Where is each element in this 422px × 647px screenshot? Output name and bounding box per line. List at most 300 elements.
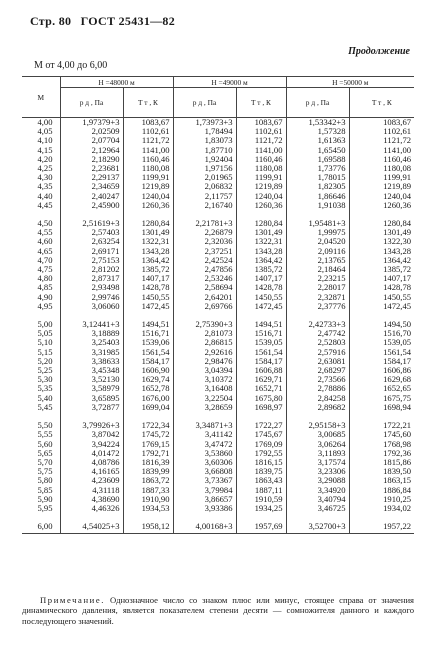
mach-cell: 5,70: [37, 457, 53, 467]
value-cell: 1606,90: [123, 366, 173, 375]
table-row: [22, 311, 414, 329]
value-cell: 1180,08: [349, 164, 414, 173]
value-cell: 1629,68: [349, 375, 414, 384]
value-cell: 1,97156: [173, 164, 236, 173]
value-cell: 2,37251: [173, 247, 236, 256]
value-cell: 1301,49: [349, 228, 414, 237]
value-cell: 3,00685: [286, 430, 349, 439]
mach-cell: 5,75: [37, 467, 53, 477]
value-cell: 1280,84: [349, 210, 414, 228]
mach-cell: 5,35: [37, 384, 53, 394]
value-cell: 2,57916: [286, 348, 349, 357]
value-cell: 4,00168+3: [173, 513, 236, 534]
value-cell: 1816,39: [123, 458, 173, 467]
value-cell: 1260,36: [123, 201, 173, 210]
value-cell: 2,98476: [173, 357, 236, 366]
value-cell: 1,91038: [286, 201, 349, 210]
value-cell: 2,11757: [173, 192, 236, 201]
value-cell: 1102,61: [236, 127, 286, 136]
value-cell: 3,25403: [60, 338, 123, 347]
value-cell: 3,34920: [286, 486, 349, 495]
value-cell: 2,52803: [286, 338, 349, 347]
value-cell: 3,87042: [60, 430, 123, 439]
value-cell: 4,38690: [60, 495, 123, 504]
value-cell: 1199,91: [123, 173, 173, 182]
value-cell: 3,29088: [286, 476, 349, 485]
value-cell: 2,21781+3: [173, 210, 236, 228]
note-title: Примечание.: [40, 595, 106, 605]
value-cell: 1,82305: [286, 182, 349, 191]
value-cell: 1958,12: [123, 513, 173, 534]
value-cell: 1219,89: [349, 182, 414, 191]
table-row: [22, 201, 414, 210]
value-cell: 1839,50: [349, 467, 414, 476]
value-cell: 1301,49: [236, 228, 286, 237]
value-cell: 2,18464: [286, 265, 349, 274]
value-cell: 1121,72: [123, 136, 173, 145]
table-row: [22, 486, 414, 495]
value-cell: 2,42524: [173, 256, 236, 265]
value-cell: 2,89682: [286, 403, 349, 412]
value-cell: 1584,17: [123, 357, 173, 366]
value-cell: 1121,72: [236, 136, 286, 145]
value-cell: 2,64201: [173, 293, 236, 302]
height-header-3: Н =50000 м: [286, 77, 414, 88]
value-cell: 1,97379+3: [60, 118, 123, 128]
table-row: [22, 449, 414, 458]
mach-cell: 4,10: [37, 136, 53, 146]
table-row: [22, 430, 414, 439]
value-cell: 3,73367: [173, 476, 236, 485]
value-cell: 1364,42: [236, 256, 286, 265]
value-cell: 1815,86: [349, 458, 414, 467]
value-cell: 2,28017: [286, 283, 349, 292]
table-row: [22, 192, 414, 201]
value-cell: 3,65895: [60, 394, 123, 403]
page-header: [30, 14, 175, 29]
value-cell: 1910,90: [123, 495, 173, 504]
mach-cell: 5,30: [37, 375, 53, 385]
table-row: [22, 366, 414, 375]
mach-cell: 4,15: [37, 145, 53, 155]
value-cell: 2,63254: [60, 237, 123, 246]
value-cell: 2,07704: [60, 136, 123, 145]
table-row: [22, 384, 414, 393]
table-row: [22, 504, 414, 513]
mach-cell: 6,00: [22, 513, 60, 534]
table-row: [22, 237, 414, 246]
value-cell: 2,45900: [60, 201, 123, 210]
value-cell: 1260,36: [236, 201, 286, 210]
value-cell: 1910,25: [349, 495, 414, 504]
value-cell: 1083,67: [123, 118, 173, 128]
value-cell: 3,34871+3: [173, 412, 236, 430]
value-cell: 1160,46: [236, 155, 286, 164]
table-row: [22, 329, 414, 338]
value-cell: 1450,55: [123, 293, 173, 302]
value-cell: 1745,60: [349, 430, 414, 439]
value-cell: 1407,17: [123, 274, 173, 283]
mach-cell: 4,65: [37, 246, 53, 256]
value-cell: 1561,54: [236, 348, 286, 357]
mach-cell: 4,55: [37, 228, 53, 238]
value-cell: 1675,75: [349, 394, 414, 403]
value-cell: 2,26879: [173, 228, 236, 237]
mach-cell: 4,80: [37, 274, 53, 284]
value-cell: 2,04520: [286, 237, 349, 246]
value-cell: 1141,00: [349, 146, 414, 155]
value-cell: 1698,94: [349, 403, 414, 412]
footnote: [22, 595, 414, 626]
value-cell: 1,65450: [286, 146, 349, 155]
value-cell: 1863,72: [123, 476, 173, 485]
value-cell: 2,81202: [60, 265, 123, 274]
table-row: [22, 136, 414, 145]
col-header-pressure-2: p д , Па: [173, 88, 236, 118]
value-cell: 1699,04: [123, 403, 173, 412]
value-cell: 3,72877: [60, 403, 123, 412]
value-cell: 2,73566: [286, 375, 349, 384]
value-cell: 2,58694: [173, 283, 236, 292]
table-row: [22, 458, 414, 467]
value-cell: 1561,54: [349, 348, 414, 357]
value-cell: 2,37776: [286, 302, 349, 311]
height-header-2: Н =49000 м: [173, 77, 286, 88]
value-cell: 1,57328: [286, 127, 349, 136]
value-cell: 1472,45: [123, 302, 173, 311]
value-cell: 1385,72: [236, 265, 286, 274]
value-cell: 2,32036: [173, 237, 236, 246]
note-text: Однозначное число со знаком плюс или минус, стоящее справа от значения динамического давления, является показателем степени десяти — сомножителя данного и каждого последующего значений.: [22, 595, 415, 626]
value-cell: 1494,50: [349, 311, 414, 329]
value-cell: 1957,69: [236, 513, 286, 534]
mach-cell: 5,90: [37, 494, 53, 504]
value-cell: 1083,67: [236, 118, 286, 128]
value-cell: 1450,55: [349, 293, 414, 302]
value-cell: 2,57403: [60, 228, 123, 237]
mach-cell: 4,50: [37, 218, 53, 229]
value-cell: 1,86646: [286, 192, 349, 201]
value-cell: 2,01965: [173, 173, 236, 182]
value-cell: 1910,59: [236, 495, 286, 504]
value-cell: 3,60306: [173, 458, 236, 467]
col-header-m: М: [22, 77, 60, 118]
standard-code: ГОСТ 25431—82: [80, 14, 176, 28]
table-row: [22, 394, 414, 403]
value-cell: 3,46725: [286, 504, 349, 513]
value-cell: 1606,88: [236, 366, 286, 375]
value-cell: 1722,21: [349, 412, 414, 430]
value-cell: 1629,74: [123, 375, 173, 384]
mach-cell: 4,70: [37, 255, 53, 265]
value-cell: 3,47472: [173, 440, 236, 449]
value-cell: 1322,31: [236, 237, 286, 246]
mach-cell: 5,95: [37, 503, 53, 513]
page-number: Стр. 80: [30, 14, 72, 28]
mach-cell: 5,55: [37, 430, 53, 440]
value-cell: 1652,78: [123, 384, 173, 393]
value-cell: 1301,49: [123, 228, 173, 237]
value-cell: 1472,45: [236, 302, 286, 311]
value-cell: 2,23681: [60, 164, 123, 173]
value-cell: 3,86657: [173, 495, 236, 504]
mach-cell: 5,60: [37, 439, 53, 449]
value-cell: 1364,42: [349, 256, 414, 265]
value-cell: 2,42733+3: [286, 311, 349, 329]
value-cell: 1606,86: [349, 366, 414, 375]
value-cell: 1102,61: [349, 127, 414, 136]
table-row: [22, 293, 414, 302]
value-cell: 2,32871: [286, 293, 349, 302]
value-cell: 2,09116: [286, 247, 349, 256]
value-cell: 1180,08: [123, 164, 173, 173]
value-cell: 1260,36: [349, 201, 414, 210]
value-cell: 1199,91: [236, 173, 286, 182]
table-row: [22, 118, 414, 128]
mach-cell: 4,95: [37, 301, 53, 311]
value-cell: 3,79926+3: [60, 412, 123, 430]
table-row: [22, 375, 414, 384]
value-cell: 1769,09: [236, 440, 286, 449]
table-row: [22, 495, 414, 504]
value-cell: 1494,51: [123, 311, 173, 329]
value-cell: 1240,04: [349, 192, 414, 201]
value-cell: 2,18290: [60, 155, 123, 164]
value-cell: 1494,51: [236, 311, 286, 329]
value-cell: 1,87710: [173, 146, 236, 155]
value-cell: 3,45348: [60, 366, 123, 375]
value-cell: 4,46326: [60, 504, 123, 513]
value-cell: 1539,05: [349, 338, 414, 347]
value-cell: 1364,42: [123, 256, 173, 265]
value-cell: 3,06264: [286, 440, 349, 449]
value-cell: 1886,84: [349, 486, 414, 495]
mach-cell: 4,90: [37, 292, 53, 302]
value-cell: 1,78015: [286, 173, 349, 182]
value-cell: 3,52130: [60, 375, 123, 384]
value-cell: 1676,00: [123, 394, 173, 403]
value-cell: 1322,30: [349, 237, 414, 246]
mach-cell: 5,40: [37, 393, 53, 403]
mach-cell: 4,20: [37, 154, 53, 164]
value-cell: 1385,72: [349, 265, 414, 274]
value-cell: 1722,27: [236, 412, 286, 430]
col-header-temp-3: T т , К: [349, 88, 414, 118]
mach-cell: 4,40: [37, 191, 53, 201]
table-row: [22, 513, 414, 534]
value-cell: 2,84258: [286, 394, 349, 403]
table-row: [22, 173, 414, 182]
value-cell: 4,31118: [60, 486, 123, 495]
table-body: [22, 118, 414, 534]
value-cell: 2,69171: [60, 247, 123, 256]
value-cell: 3,94224: [60, 440, 123, 449]
value-cell: 2,06832: [173, 182, 236, 191]
table-row: [22, 412, 414, 430]
value-cell: 1472,45: [349, 302, 414, 311]
mach-cell: 5,20: [37, 356, 53, 366]
mach-cell: 4,30: [37, 173, 53, 183]
value-cell: 2,95158+3: [286, 412, 349, 430]
value-cell: 1722,34: [123, 412, 173, 430]
value-cell: 2,13765: [286, 256, 349, 265]
col-header-temp-2: T т , К: [236, 88, 286, 118]
mach-cell: 5,65: [37, 448, 53, 458]
value-cell: 1,95481+3: [286, 210, 349, 228]
value-cell: 3,22504: [173, 394, 236, 403]
mach-cell: 4,25: [37, 164, 53, 174]
mach-range-label: М от 4,00 до 6,00: [34, 60, 108, 71]
value-cell: 3,41142: [173, 430, 236, 439]
table-row: [22, 247, 414, 256]
mach-cell: 4,35: [37, 182, 53, 192]
value-cell: 1745,67: [236, 430, 286, 439]
continuation-label: Продолжение: [348, 46, 410, 57]
table-row: [22, 256, 414, 265]
value-cell: 1428,78: [123, 283, 173, 292]
value-cell: 1407,17: [236, 274, 286, 283]
value-cell: 1,99975: [286, 228, 349, 237]
value-cell: 1,61363: [286, 136, 349, 145]
table-row: [22, 164, 414, 173]
table-row: [22, 210, 414, 228]
value-cell: 1516,71: [123, 329, 173, 338]
value-cell: 3,31985: [60, 348, 123, 357]
value-cell: 1,73973+3: [173, 118, 236, 128]
table-row: [22, 283, 414, 292]
value-cell: 3,11893: [286, 449, 349, 458]
value-cell: 1539,06: [123, 338, 173, 347]
value-cell: 1450,55: [236, 293, 286, 302]
mach-cell: 4,05: [37, 127, 53, 137]
value-cell: 1584,17: [236, 357, 286, 366]
value-cell: 1652,65: [349, 384, 414, 393]
value-cell: 2,99746: [60, 293, 123, 302]
value-cell: 2,78886: [286, 384, 349, 393]
data-table: [22, 76, 414, 534]
table-row: [22, 467, 414, 476]
value-cell: 1141,00: [123, 146, 173, 155]
mach-cell: 4,45: [37, 200, 53, 210]
value-cell: 4,54025+3: [60, 513, 123, 534]
value-cell: 1957,22: [349, 513, 414, 534]
value-cell: 1121,72: [349, 136, 414, 145]
value-cell: 1280,84: [123, 210, 173, 228]
value-cell: 2,69766: [173, 302, 236, 311]
table-row: [22, 146, 414, 155]
value-cell: 1584,17: [349, 357, 414, 366]
value-cell: 4,16165: [60, 467, 123, 476]
value-cell: 2,81073: [173, 329, 236, 338]
value-cell: 1322,31: [123, 237, 173, 246]
table-row: [22, 476, 414, 485]
mach-cell: 5,45: [37, 402, 53, 412]
value-cell: 1180,08: [236, 164, 286, 173]
value-cell: 1792,71: [123, 449, 173, 458]
mach-cell: 4,00: [37, 117, 53, 127]
value-cell: 3,28659: [173, 403, 236, 412]
value-cell: 2,29137: [60, 173, 123, 182]
value-cell: 1,73776: [286, 164, 349, 173]
mach-cell: 5,80: [37, 476, 53, 486]
value-cell: 1934,02: [349, 504, 414, 513]
value-cell: 3,10372: [173, 375, 236, 384]
table-row: [22, 302, 414, 311]
value-cell: 1343,28: [123, 247, 173, 256]
table-row: [22, 440, 414, 449]
value-cell: 2,63081: [286, 357, 349, 366]
value-cell: 1240,04: [236, 192, 286, 201]
value-cell: 1792,36: [349, 449, 414, 458]
value-cell: 1675,80: [236, 394, 286, 403]
value-cell: 1102,61: [123, 127, 173, 136]
value-cell: 1199,91: [349, 173, 414, 182]
value-cell: 2,34659: [60, 182, 123, 191]
value-cell: 1863,43: [236, 476, 286, 485]
table-row: [22, 403, 414, 412]
value-cell: 1629,71: [236, 375, 286, 384]
value-cell: 1539,05: [236, 338, 286, 347]
value-cell: 3,66808: [173, 467, 236, 476]
value-cell: 3,23306: [286, 467, 349, 476]
value-cell: 2,53246: [173, 274, 236, 283]
value-cell: 1219,89: [123, 182, 173, 191]
value-cell: 1561,54: [123, 348, 173, 357]
mach-cell: 5,00: [37, 319, 53, 330]
value-cell: 2,86815: [173, 338, 236, 347]
value-cell: 1141,00: [236, 146, 286, 155]
value-cell: 4,23609: [60, 476, 123, 485]
value-cell: 1,92404: [173, 155, 236, 164]
value-cell: 2,02509: [60, 127, 123, 136]
height-header-1: Н =48000 м: [60, 77, 173, 88]
value-cell: 3,58979: [60, 384, 123, 393]
value-cell: 1768,98: [349, 440, 414, 449]
value-cell: 1839,99: [123, 467, 173, 476]
value-cell: 1160,46: [349, 155, 414, 164]
value-cell: 1,78494: [173, 127, 236, 136]
table-row: [22, 357, 414, 366]
value-cell: 2,51619+3: [60, 210, 123, 228]
value-cell: 2,47856: [173, 265, 236, 274]
value-cell: 3,93386: [173, 504, 236, 513]
col-header-temp-1: T т , К: [123, 88, 173, 118]
value-cell: 1934,25: [236, 504, 286, 513]
value-cell: 1887,33: [123, 486, 173, 495]
table-row: [22, 338, 414, 347]
value-cell: 1385,72: [123, 265, 173, 274]
value-cell: 1516,70: [349, 329, 414, 338]
value-cell: 4,01472: [60, 449, 123, 458]
value-cell: 1343,28: [236, 247, 286, 256]
value-cell: 1839,75: [236, 467, 286, 476]
value-cell: 1428,78: [236, 283, 286, 292]
value-cell: 1769,15: [123, 440, 173, 449]
value-cell: 2,75390+3: [173, 311, 236, 329]
value-cell: 1160,46: [123, 155, 173, 164]
value-cell: 3,40794: [286, 495, 349, 504]
value-cell: 1280,84: [236, 210, 286, 228]
value-cell: 1407,17: [349, 274, 414, 283]
value-cell: 1428,78: [349, 283, 414, 292]
value-cell: 3,16408: [173, 384, 236, 393]
value-cell: 2,40247: [60, 192, 123, 201]
value-cell: 1516,71: [236, 329, 286, 338]
table-row: [22, 182, 414, 191]
value-cell: 3,06060: [60, 302, 123, 311]
table-row: [22, 274, 414, 283]
mach-cell: 5,50: [37, 420, 53, 431]
